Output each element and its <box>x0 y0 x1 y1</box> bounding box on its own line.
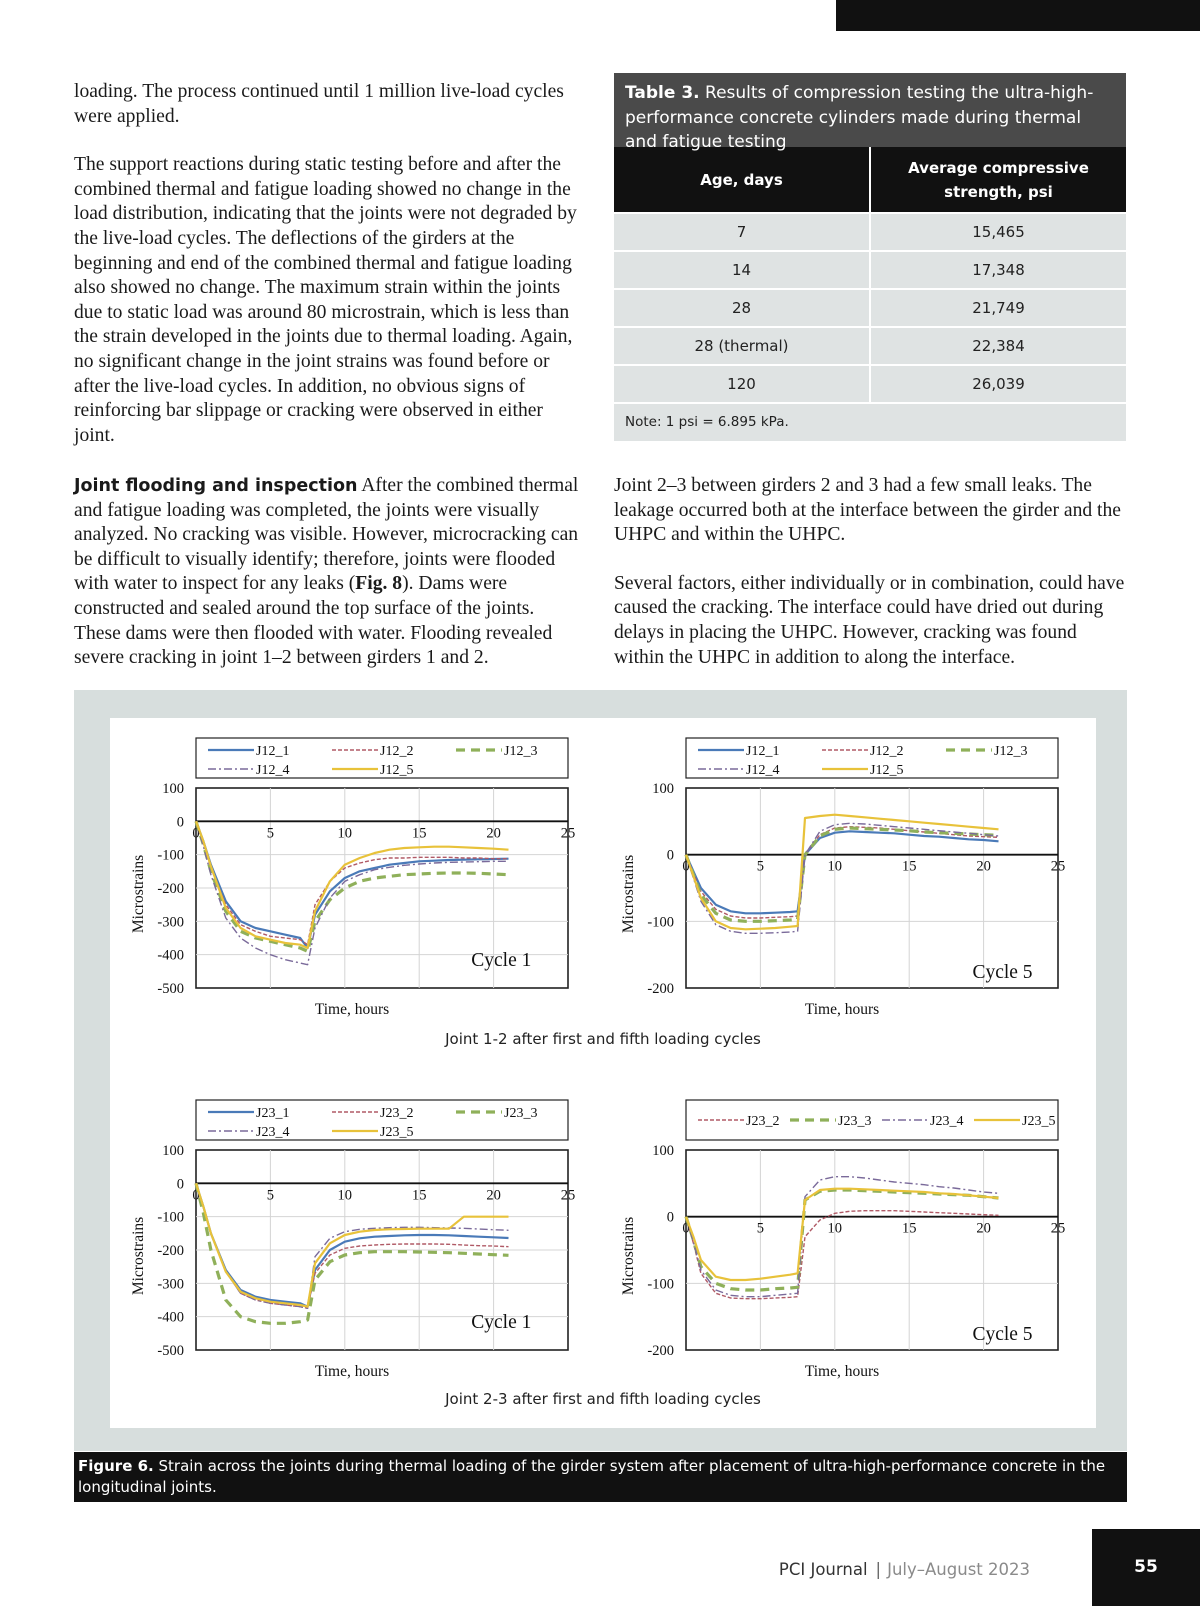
paragraph: The support reactions during static testing before and after the combined thermal and fatigue loading showed no change in the load distribution, indicating that the joints were not degraded by the live-load cycles. The deflections of the girders at the beginning and end of the combined thermal and fatigue loading also showed no change. The maximum strain within the joints due to static load was around 80 microstrain, which is less than the strain developed in the joints due to thermal loading. Again, no significant change in the joint strains was found before or after the live-load cycles. In addition, no obvious signs of reinforcing bar slippage or cracking were observed in either joint. <box>74 154 577 446</box>
y-tick-label: -200 <box>647 981 674 997</box>
paragraph: Joint 2–3 between girders 2 and 3 had a few small leaks. The leakage occurred both at the interface between the girder and the UHPC and within the UHPC. <box>614 475 1121 546</box>
x-tick-label: 25 <box>560 825 576 842</box>
x-tick-label: 20 <box>976 858 991 875</box>
y-tick-label: -300 <box>157 914 184 931</box>
table-header <box>614 147 1126 212</box>
legend-label: J23_3 <box>838 1114 872 1129</box>
x-tick-label: 20 <box>976 1220 991 1237</box>
cell-strength: 17,348 <box>869 252 1126 288</box>
y-tick-label: -300 <box>157 1276 184 1293</box>
header-age: Age, days <box>700 170 783 189</box>
x-tick-label: 10 <box>337 825 353 842</box>
legend-label: J23_4 <box>256 1125 290 1140</box>
cell-age: 120 <box>727 375 756 393</box>
x-tick-label: 20 <box>486 1187 501 1204</box>
x-tick-label: 0 <box>682 858 690 875</box>
y-axis-label: Microstrains <box>130 1216 147 1296</box>
y-tick-label: 0 <box>176 814 184 831</box>
legend-label: J12_2 <box>870 744 904 759</box>
page-number: 55 <box>1092 1529 1200 1606</box>
cell-strength: 22,384 <box>869 328 1126 364</box>
plot-frame <box>686 1150 1058 1350</box>
x-tick-label: 10 <box>827 858 843 875</box>
table-row <box>614 326 1126 364</box>
table-caption <box>614 73 1126 152</box>
header-strength: Average compressive strength, psi <box>869 147 1126 212</box>
y-tick-label: -100 <box>157 847 184 864</box>
y-tick-label: 100 <box>652 781 674 797</box>
y-tick-label: 100 <box>162 1143 184 1159</box>
x-tick-label: 25 <box>1050 1220 1066 1237</box>
cell-strength: 15,465 <box>869 214 1126 250</box>
right-column-bottom <box>614 474 1126 670</box>
legend-label: J12_4 <box>256 763 290 778</box>
table-caption-text: Results of compression testing the ultra-high-performance concrete cylinders made during thermal and fatigue testing <box>625 83 1094 152</box>
footer-separator: | <box>875 1560 882 1579</box>
section-heading: Joint flooding and inspection <box>74 476 358 496</box>
x-tick-label: 0 <box>192 825 200 842</box>
x-axis-label: Time, hours <box>804 1363 880 1380</box>
paragraph <box>74 474 584 671</box>
chart-legend <box>686 738 1058 778</box>
table-label: Table 3. <box>625 83 700 103</box>
x-tick-label: 20 <box>486 825 501 842</box>
y-tick-label: 100 <box>652 1143 674 1159</box>
y-axis-label: Microstrains <box>620 854 637 934</box>
cell-age: 7 <box>736 223 747 241</box>
table-row <box>614 212 1126 250</box>
left-column-top <box>74 80 582 448</box>
paragraph: loading. The process continued until 1 million live-load cycles were applied. <box>74 81 564 127</box>
chart-legend <box>196 1100 568 1140</box>
y-tick-label: -500 <box>157 981 184 997</box>
x-tick-label: 5 <box>266 1187 275 1204</box>
figure-reference: Fig. 8 <box>355 573 403 595</box>
legend-label: J23_1 <box>256 1106 290 1121</box>
x-tick-label: 5 <box>756 1220 765 1237</box>
issue-date: July–August 2023 <box>887 1560 1030 1579</box>
legend-label: J12_2 <box>380 744 414 759</box>
legend-label: J12_4 <box>746 763 780 778</box>
cell-age: 28 <box>731 299 752 317</box>
cell-strength: 26,039 <box>869 366 1126 402</box>
table-row <box>614 364 1126 402</box>
page-footer <box>779 1560 1030 1579</box>
y-tick-label: -400 <box>157 1309 184 1326</box>
cell-strength: 21,749 <box>869 290 1126 326</box>
x-tick-label: 10 <box>337 1187 353 1204</box>
figure-sublabel-top: Joint 1-2 after first and fifth loading cycles <box>445 1030 761 1048</box>
paragraph-text: After the combined thermal and fatigue loading was completed, the joints were visually analyzed. No cracking was visible. However, microcracking can be difficult to visually identify; therefore, joints were flooded with water to inspect for any leaks ( <box>74 475 579 595</box>
chart-joint23-cycle5 <box>618 1096 1088 1386</box>
y-tick-label: -100 <box>157 1209 184 1226</box>
x-tick-label: 5 <box>266 825 275 842</box>
legend-label: J23_3 <box>504 1106 538 1121</box>
figure-sublabel-bottom: Joint 2-3 after first and fifth loading cycles <box>445 1390 761 1408</box>
y-tick-label: -100 <box>647 1276 674 1293</box>
figure-caption-text: Strain across the joints during thermal loading of the girder system after placement of ultra-high-performance concrete in the longitudinal joints. <box>78 1457 1106 1496</box>
legend-label: J12_3 <box>994 744 1028 759</box>
chart-joint23-cycle1 <box>128 1096 598 1386</box>
x-tick-label: 25 <box>560 1187 576 1204</box>
x-axis-label: Time, hours <box>314 1363 390 1380</box>
y-tick-label: 0 <box>176 1176 184 1193</box>
x-tick-label: 15 <box>901 1220 917 1237</box>
y-tick-label: -200 <box>157 1243 184 1259</box>
chart-joint12-cycle1 <box>128 734 598 1024</box>
legend-label: J23_5 <box>1022 1114 1056 1129</box>
y-tick-label: -500 <box>157 1343 184 1359</box>
left-column-bottom <box>74 474 584 671</box>
legend-label: J12_5 <box>380 763 414 778</box>
table-note: Note: 1 psi = 6.895 kPa. <box>614 402 1126 441</box>
y-tick-label: 100 <box>162 781 184 797</box>
legend-label: J23_4 <box>930 1114 964 1129</box>
y-tick-label: -200 <box>157 881 184 897</box>
chart-legend <box>686 1100 1058 1140</box>
journal-name: PCI Journal <box>778 1560 868 1579</box>
x-tick-label: 10 <box>827 1220 843 1237</box>
cycle-label: Cycle 5 <box>972 962 1033 983</box>
y-tick-label: 0 <box>666 1209 674 1226</box>
x-tick-label: 5 <box>756 858 765 875</box>
x-tick-label: 15 <box>411 825 427 842</box>
figure-caption <box>74 1452 1127 1502</box>
cycle-label: Cycle 5 <box>972 1324 1033 1345</box>
legend-label: J12_1 <box>256 744 290 759</box>
table-3 <box>614 73 1126 441</box>
y-tick-label: -400 <box>157 947 184 964</box>
x-tick-label: 0 <box>682 1220 690 1237</box>
cycle-label: Cycle 1 <box>471 950 532 971</box>
y-axis-label: Microstrains <box>130 854 147 934</box>
x-axis-label: Time, hours <box>314 1001 390 1018</box>
legend-label: J12_1 <box>746 744 780 759</box>
paragraph-text: ). Dams were constructed and sealed around the top surface of the joints. These dams were then flooded with water. Flooding revealed severe cracking in joint 1–2 between girders 1 and 2. <box>74 573 553 669</box>
paragraph: Several factors, either individually or in combination, could have caused the cracking. The interface could have dried out during delays in placing the UHPC. However, cracking was found within the UHPC in addition to along the interface. <box>614 572 1125 668</box>
x-tick-label: 15 <box>901 858 917 875</box>
figure-label: Figure 6. <box>78 1457 154 1475</box>
cell-age: 14 <box>731 261 752 279</box>
chart-legend <box>196 738 568 778</box>
table-row <box>614 288 1126 326</box>
header-bar <box>836 0 1200 31</box>
x-tick-label: 15 <box>411 1187 427 1204</box>
legend-label: J23_2 <box>746 1114 780 1129</box>
legend-label: J23_2 <box>380 1106 414 1121</box>
cell-age: 28 (thermal) <box>694 337 789 355</box>
chart-joint12-cycle5 <box>618 734 1088 1024</box>
table-row <box>614 250 1126 288</box>
legend-label: J12_3 <box>504 744 538 759</box>
x-axis-label: Time, hours <box>804 1001 880 1018</box>
x-tick-label: 25 <box>1050 858 1066 875</box>
y-tick-label: -200 <box>647 1343 674 1359</box>
y-tick-label: 0 <box>666 847 674 864</box>
y-axis-label: Microstrains <box>620 1216 637 1296</box>
legend-label: J23_5 <box>380 1125 414 1140</box>
x-tick-label: 0 <box>192 1187 200 1204</box>
y-tick-label: -100 <box>647 914 674 931</box>
legend-label: J12_5 <box>870 763 904 778</box>
cycle-label: Cycle 1 <box>471 1312 532 1333</box>
